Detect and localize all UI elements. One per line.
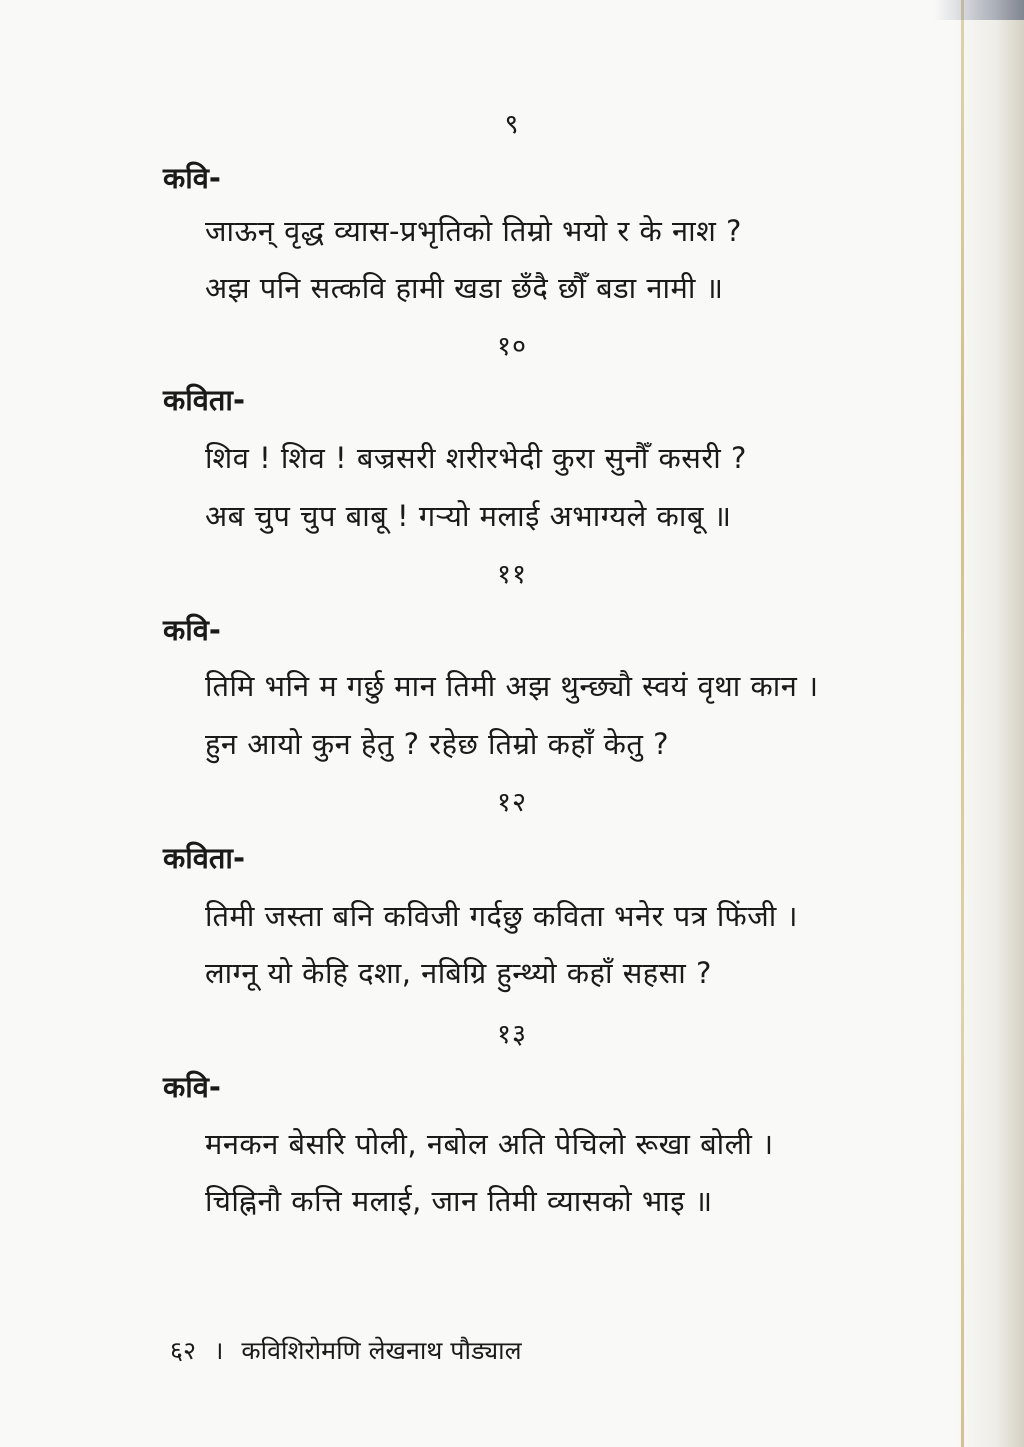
stanza-number: १०	[496, 331, 528, 362]
page-number: ६२	[170, 1336, 197, 1365]
verse-line: तिमि भनि म गर्छु मान तिमी अझ थुन्छ्यौ स्वयं वृथा कान ।	[205, 669, 819, 703]
speaker-label: कविता-	[163, 841, 245, 875]
verse-line: तिमी जस्ता बनि कविजी गर्दछु कविता भनेर पत्र फिंजी ।	[205, 899, 799, 933]
page-footer	[170, 1333, 522, 1367]
speaker-label: कवि-	[163, 613, 221, 647]
verse-line: चिह्निनौ कत्ति मलाई, जान तिमी व्यासको भाइ ॥	[205, 1184, 713, 1218]
speaker-label: कविता-	[163, 383, 245, 417]
speaker-label: कवि-	[163, 161, 221, 195]
page-corner-shade	[934, 0, 1024, 20]
verse-line: अझ पनि सत्कवि हामी खडा छँदै छौँ बडा नामी ॥	[205, 271, 724, 305]
verse-line: लाग्नू यो केहि दशा, नबिग्रि हुन्थ्यो कहाँ सहसा ?	[205, 956, 712, 990]
verse-line: जाऊन् वृद्ध व्यास-प्रभृतिको तिम्रो भयो र के नाश ?	[205, 214, 742, 248]
stanza-number: १३	[496, 1019, 528, 1050]
verse-line: हुन आयो कुन हेतु ? रहेछ तिम्रो कहाँ केतु ?	[205, 727, 669, 761]
page-binding-edge	[961, 0, 964, 1447]
stanza-number: १२	[496, 787, 528, 818]
footer-separator: ।	[213, 1336, 224, 1365]
stanza-number: ११	[496, 559, 528, 590]
page-edge-shadow	[954, 0, 1024, 1447]
verse-line: मनकन बेसरि पोली, नबोल अति पेचिलो रूखा बोली ।	[205, 1127, 774, 1161]
verse-line: अब चुप चुप बाबू ! गऱ्यो मलाई अभाग्यले काबू ॥	[205, 499, 732, 533]
verse-line: शिव ! शिव ! बज्रसरी शरीरभेदी कुरा सुनौँ कसरी ?	[205, 441, 747, 475]
stanza-number: ९	[504, 109, 520, 140]
book-title: कविशिरोमणि लेखनाथ पौड्याल	[241, 1336, 522, 1365]
speaker-label: कवि-	[163, 1070, 221, 1104]
